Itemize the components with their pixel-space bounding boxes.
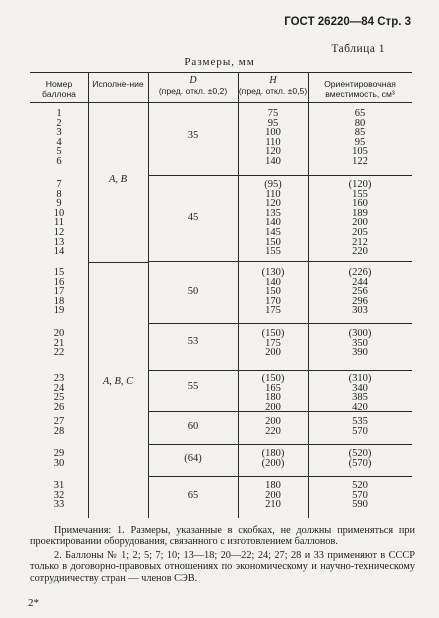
note-2: 2. Баллоны № 1; 2; 5; 7; 10; 13—18; 20—22; 24; 27; 28 и 33 применяют в СССР только в договорно-правовых отношениях по экономическому и научно-техническому сотрудничеству стран — членов СЭВ. xyxy=(30,549,415,584)
row-number: 19 xyxy=(53,305,65,317)
volume-value: 296 xyxy=(352,295,368,307)
volume-value: (570) xyxy=(348,457,372,469)
h-value: 200 xyxy=(265,489,281,501)
h-value: 145 xyxy=(265,226,281,238)
row-number: 24 xyxy=(53,382,65,394)
row-number: 11 xyxy=(53,217,65,229)
volume-value: 420 xyxy=(352,401,368,413)
h-value: 140 xyxy=(265,217,281,229)
page-number: 2* xyxy=(28,597,39,609)
header-h-letter: H xyxy=(269,75,277,86)
h-value: 120 xyxy=(265,198,281,210)
number-column xyxy=(30,268,88,316)
row-number: 7 xyxy=(56,179,62,190)
h-value: (150) xyxy=(261,328,285,339)
volume-value: 256 xyxy=(352,286,368,298)
row-number: 17 xyxy=(53,286,65,298)
volume-value: (120) xyxy=(348,179,372,190)
group-rule xyxy=(148,175,412,176)
number-column xyxy=(30,374,88,412)
h-value: 220 xyxy=(265,425,281,437)
h-value: (180) xyxy=(261,448,285,459)
note-1: Примечания: 1. Размеры, указанные в скобках, не должны применяться при проектировании оборудования, связанного с изготовлением баллонов. xyxy=(30,525,415,548)
d-value: 35 xyxy=(187,130,199,141)
dimensions-table xyxy=(30,72,412,518)
row-number: 28 xyxy=(53,425,65,437)
h-value: 140 xyxy=(265,276,281,288)
h-value: (150) xyxy=(261,373,285,384)
row-number: 13 xyxy=(53,236,65,248)
col-divider-1 xyxy=(88,72,89,518)
d-value: 60 xyxy=(187,421,199,432)
volume-value: 155 xyxy=(352,188,368,200)
h-column xyxy=(238,109,308,167)
group-rule xyxy=(148,444,412,445)
volume-value: 340 xyxy=(352,382,368,394)
h-value: 200 xyxy=(265,401,281,413)
volume-column xyxy=(308,449,412,468)
d-value: 50 xyxy=(187,286,199,297)
row-number: 14 xyxy=(53,246,65,258)
h-column xyxy=(238,481,308,510)
header-execution: Исполне-ние xyxy=(92,79,144,89)
volume-column xyxy=(308,109,412,167)
volume-value: 570 xyxy=(352,489,368,501)
h-column xyxy=(238,417,308,436)
row-number: 20 xyxy=(53,328,65,339)
row-number: 1 xyxy=(56,108,62,119)
row-number: 3 xyxy=(56,127,62,139)
h-value: (130) xyxy=(261,267,285,278)
number-column xyxy=(30,109,88,167)
h-value: 165 xyxy=(265,382,281,394)
row-number: 25 xyxy=(53,392,65,404)
volume-column xyxy=(308,268,412,316)
number-column xyxy=(30,180,88,257)
h-value: 200 xyxy=(265,416,281,427)
d-value: (64) xyxy=(184,453,202,464)
row-number: 16 xyxy=(53,276,65,288)
h-value: 95 xyxy=(267,117,279,129)
volume-value: 520 xyxy=(352,480,368,491)
volume-value: 80 xyxy=(354,117,366,129)
table-caption: Размеры, мм xyxy=(184,56,255,68)
row-number: 12 xyxy=(53,226,65,238)
volume-value: 95 xyxy=(354,136,366,148)
row-number: 18 xyxy=(53,295,65,307)
volume-value: 244 xyxy=(352,276,368,288)
h-column xyxy=(238,329,308,358)
execution-label: А, В xyxy=(108,174,128,185)
number-column xyxy=(30,481,88,510)
volume-value: 122 xyxy=(352,155,368,167)
volume-value: 65 xyxy=(354,108,366,119)
execution-label: А, В, С xyxy=(102,376,134,387)
h-value: 110 xyxy=(265,188,281,200)
row-number: 15 xyxy=(53,267,65,278)
volume-value: 535 xyxy=(352,416,368,427)
volume-value: 105 xyxy=(352,146,368,158)
volume-column xyxy=(308,481,412,510)
volume-value: 160 xyxy=(352,198,368,210)
h-column xyxy=(238,180,308,257)
volume-value: 200 xyxy=(352,217,368,229)
row-number: 32 xyxy=(53,489,65,501)
d-value: 45 xyxy=(187,212,199,223)
row-number: 29 xyxy=(53,448,65,459)
row-number: 33 xyxy=(53,499,65,511)
volume-value: 390 xyxy=(352,347,368,359)
row-number: 27 xyxy=(53,416,65,427)
volume-value: 220 xyxy=(352,246,368,258)
number-column xyxy=(30,329,88,358)
h-value: 175 xyxy=(265,305,281,317)
table-label: Таблица 1 xyxy=(331,43,385,55)
header-h xyxy=(238,76,308,96)
row-number: 23 xyxy=(53,373,65,384)
group-rule xyxy=(148,370,412,371)
volume-value: 212 xyxy=(352,236,368,248)
h-value: 150 xyxy=(265,236,281,248)
row-number: 31 xyxy=(53,480,65,491)
header-number: Номер баллона xyxy=(42,79,76,99)
h-value: 175 xyxy=(265,337,281,349)
header-volume: Ориентировочная вместимость, см³ xyxy=(324,79,396,99)
group-rule xyxy=(148,261,412,262)
h-value: 140 xyxy=(265,155,281,167)
h-column xyxy=(238,268,308,316)
page-header: ГОСТ 26220—84 Стр. 3 xyxy=(284,16,411,28)
group-rule xyxy=(88,262,148,263)
volume-value: (300) xyxy=(348,328,372,339)
h-value: 120 xyxy=(265,146,281,158)
header-d-letter: D xyxy=(189,75,197,86)
h-column xyxy=(238,374,308,412)
volume-value: 85 xyxy=(354,127,366,139)
volume-column xyxy=(308,329,412,358)
row-number: 6 xyxy=(56,155,62,167)
row-number: 10 xyxy=(53,207,65,219)
row-number: 22 xyxy=(53,347,65,359)
notes-block xyxy=(30,525,415,586)
row-number: 30 xyxy=(53,457,65,469)
volume-value: 590 xyxy=(352,499,368,511)
h-value: 200 xyxy=(265,347,281,359)
h-value: 180 xyxy=(265,392,281,404)
volume-column xyxy=(308,180,412,257)
row-number: 26 xyxy=(53,401,65,413)
header-d-note: (пред. откл. ±0,2) xyxy=(158,86,228,96)
row-number: 2 xyxy=(56,117,62,129)
d-value: 65 xyxy=(187,490,199,501)
number-column xyxy=(30,417,88,436)
volume-value: (310) xyxy=(348,373,372,384)
h-value: 155 xyxy=(265,246,281,258)
h-value: 180 xyxy=(265,480,281,491)
group-rule xyxy=(148,323,412,324)
h-value: (200) xyxy=(261,457,285,469)
row-number: 4 xyxy=(56,136,62,148)
volume-value: 189 xyxy=(352,207,368,219)
volume-value: 303 xyxy=(352,305,368,317)
volume-value: (520) xyxy=(348,448,372,459)
volume-value: 570 xyxy=(352,425,368,437)
h-column xyxy=(238,449,308,468)
d-value: 55 xyxy=(187,381,199,392)
header-d xyxy=(148,76,238,96)
h-value: 110 xyxy=(265,136,281,148)
h-value: 170 xyxy=(265,295,281,307)
row-number: 21 xyxy=(53,337,65,349)
row-number: 9 xyxy=(56,198,62,210)
d-value: 53 xyxy=(187,336,199,347)
volume-column xyxy=(308,417,412,436)
h-value: 135 xyxy=(265,207,281,219)
volume-value: (226) xyxy=(348,267,372,278)
group-rule xyxy=(148,476,412,477)
volume-value: 205 xyxy=(352,226,368,238)
h-value: 150 xyxy=(265,286,281,298)
h-value: 75 xyxy=(267,108,279,119)
h-value: 210 xyxy=(265,499,281,511)
volume-column xyxy=(308,374,412,412)
number-column xyxy=(30,449,88,468)
row-number: 5 xyxy=(56,146,62,158)
header-h-note: (пред. откл. ±0,5) xyxy=(238,86,308,96)
volume-value: 350 xyxy=(352,337,368,349)
h-value: 100 xyxy=(265,127,281,139)
row-number: 8 xyxy=(56,188,62,200)
volume-value: 385 xyxy=(352,392,368,404)
h-value: (95) xyxy=(264,179,282,190)
